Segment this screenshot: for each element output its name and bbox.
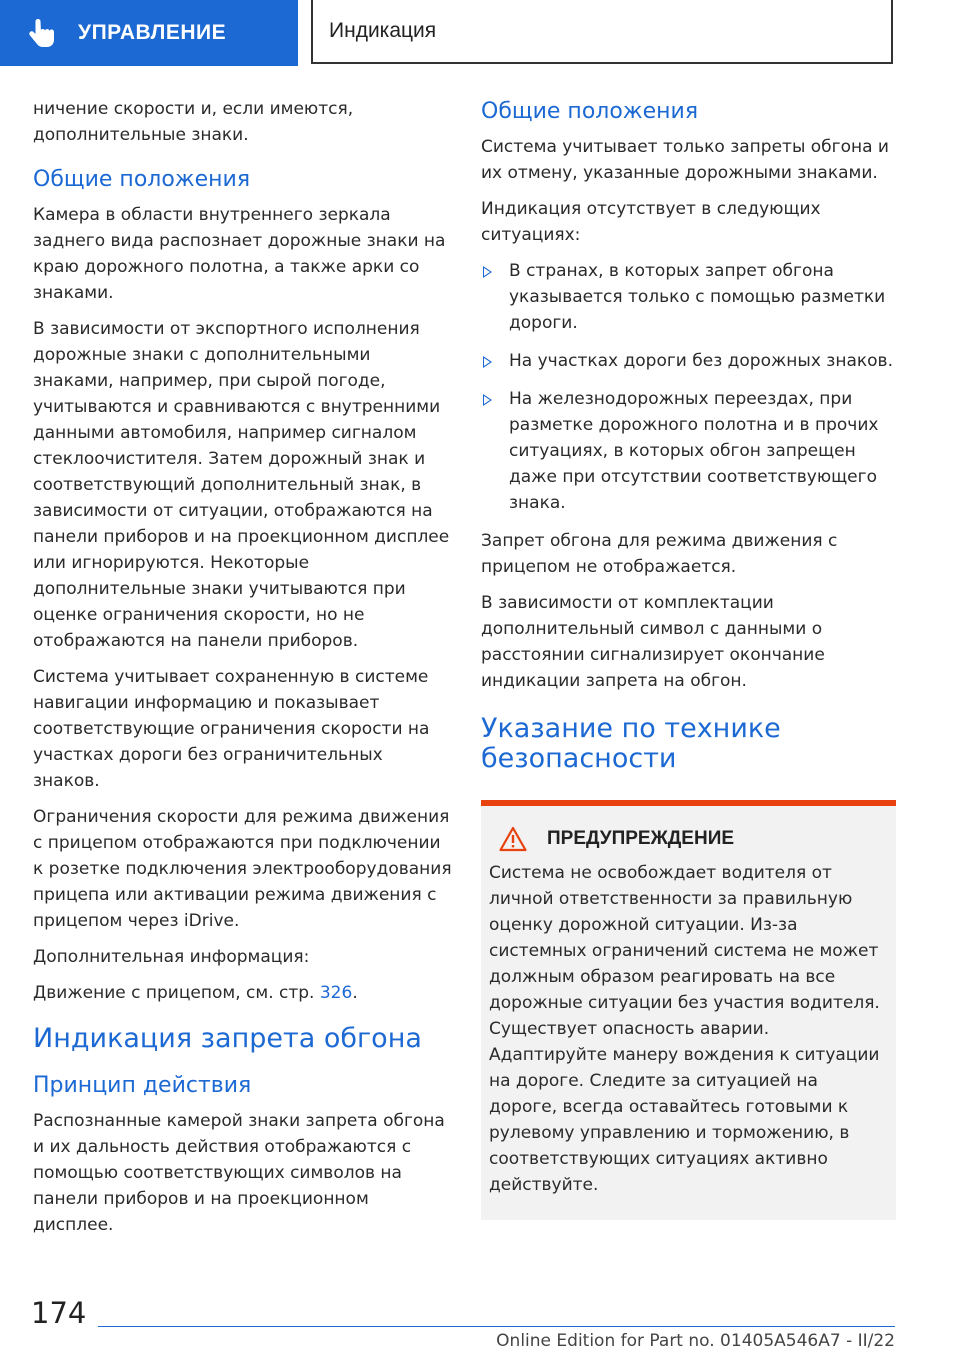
list-item	[481, 386, 896, 516]
heading-safety: Указание по технике безопасности	[481, 713, 781, 774]
chapter-tab[interactable]	[311, 0, 893, 64]
paragraph-camera: Камера в области внутреннего зеркала заднего вида распознает дорожные знаки на краю дорожного полотна, а также арки со знаками.	[33, 205, 446, 303]
page-link-326[interactable]: 326	[319, 983, 353, 1003]
paragraph-export-version: В зависимости от экспортного исполнения дорожные знаки с дополнительными знаками, например, при сырой погоде, учитываются и сравниваются с внутренними данными автомобиля, например сигналом стеклоочистителя. Затем дорожный знак и соответствующий дополнительный знак, в зависимости от ситуации, отображаются на панели приборов и на проекционном дисплее или игнорируются. Некоторые дополнительные знаки учитываются при оценке ограничения скорости, но не отображаются на панели приборов.	[33, 319, 450, 651]
paragraph-additional-info: Дополнительная информация:	[33, 947, 310, 967]
heading-general-left: Общие положения	[33, 167, 251, 192]
warning-box	[481, 800, 896, 1220]
paragraph-distance-symbol: В зависимости от комплектации дополнительный символ с данными о расстоянии сигнализирует окончание индикации запрета на обгон.	[481, 593, 825, 691]
chapter-label: Индикация	[329, 19, 437, 42]
section-tab-controls[interactable]	[0, 0, 298, 66]
paragraph-trailer-overtake: Запрет обгона для режима движения с прицепом не отображается.	[481, 531, 838, 577]
heading-principle: Принцип действия	[33, 1073, 252, 1098]
paragraph-trailer-reference	[33, 980, 453, 1006]
triangle-bullet-icon	[483, 394, 492, 406]
section-label: УПРАВЛЕНИЕ	[78, 21, 227, 44]
reference-end: .	[352, 983, 358, 1003]
paragraph-principle: Распознанные камерой знаки запрета обгона и их дальность действия отображаются с помощью соответствующих символов на панели приборов и на проекционном дисплее.	[33, 1111, 445, 1235]
paragraph-overtake-rules: Система учитывает только запреты обгона и их отмену, указанные дорожными знаками.	[481, 137, 889, 183]
paragraph-no-display: Индикация отсутствует в следующих ситуациях:	[481, 199, 821, 245]
list-item-text: В странах, в которых запрет обгона указывается только с помощью разметки дороги.	[509, 261, 886, 333]
warning-title: ПРЕДУПРЕЖДЕНИЕ	[547, 828, 735, 849]
triangle-bullet-icon	[483, 356, 492, 368]
heading-general-right: Общие положения	[481, 99, 699, 124]
situation-list	[481, 258, 896, 516]
list-item-text: На участках дороги без дорожных знаков.	[509, 351, 893, 371]
heading-overtake-display: Индикация запрета обгона	[33, 1023, 422, 1054]
warning-triangle-icon	[499, 826, 527, 852]
list-item	[481, 258, 896, 336]
page-number: 174	[31, 1296, 87, 1330]
left-column	[33, 96, 453, 1248]
page-header	[0, 0, 960, 66]
warning-header	[489, 826, 888, 852]
triangle-bullet-icon	[483, 266, 492, 278]
list-item	[481, 348, 896, 374]
footer-divider	[98, 1326, 895, 1327]
paragraph-navigation: Система учитывает сохраненную в системе навигации информацию и показывает соответствующие ограничения скорости на участках дороги без ограничительных знаков.	[33, 667, 430, 791]
list-item-text: На железнодорожных переездах, при разметке дорожного полотна и в прочих ситуациях, в которых обгон запрещен даже при отсутствии соответствующего знака.	[509, 389, 879, 513]
paragraph-trailer: Ограничения скорости для режима движения с прицепом отображаются при подключении к розетке подключения электрооборудования прицепа или активации режима движения с прицепом через iDrive.	[33, 807, 452, 931]
warning-text: Система не освобождает водителя от личной ответственности за правильную оценку дорожной ситуации. Из-за системных ограничений система не может должным образом реагировать на все дорожные ситуации без участия водителя. Существует опасность аварии. Адаптируйте манеру вождения к ситуации на дороге. Следите за ситуацией на дороге, всегда оставайтесь готовыми к рулевому управлению и торможению, в соответствующих ситуациях активно действуйте.	[489, 863, 880, 1195]
intro-paragraph: ничение скорости и, если имеются, дополнительные знаки.	[33, 99, 354, 145]
footer-edition: Online Edition for Part no. 01405A546A7 - II/22	[496, 1331, 895, 1351]
hand-pointer-icon	[24, 15, 60, 51]
reference-text: Движение с прицепом, см. стр.	[33, 983, 320, 1003]
right-column	[481, 96, 896, 1220]
